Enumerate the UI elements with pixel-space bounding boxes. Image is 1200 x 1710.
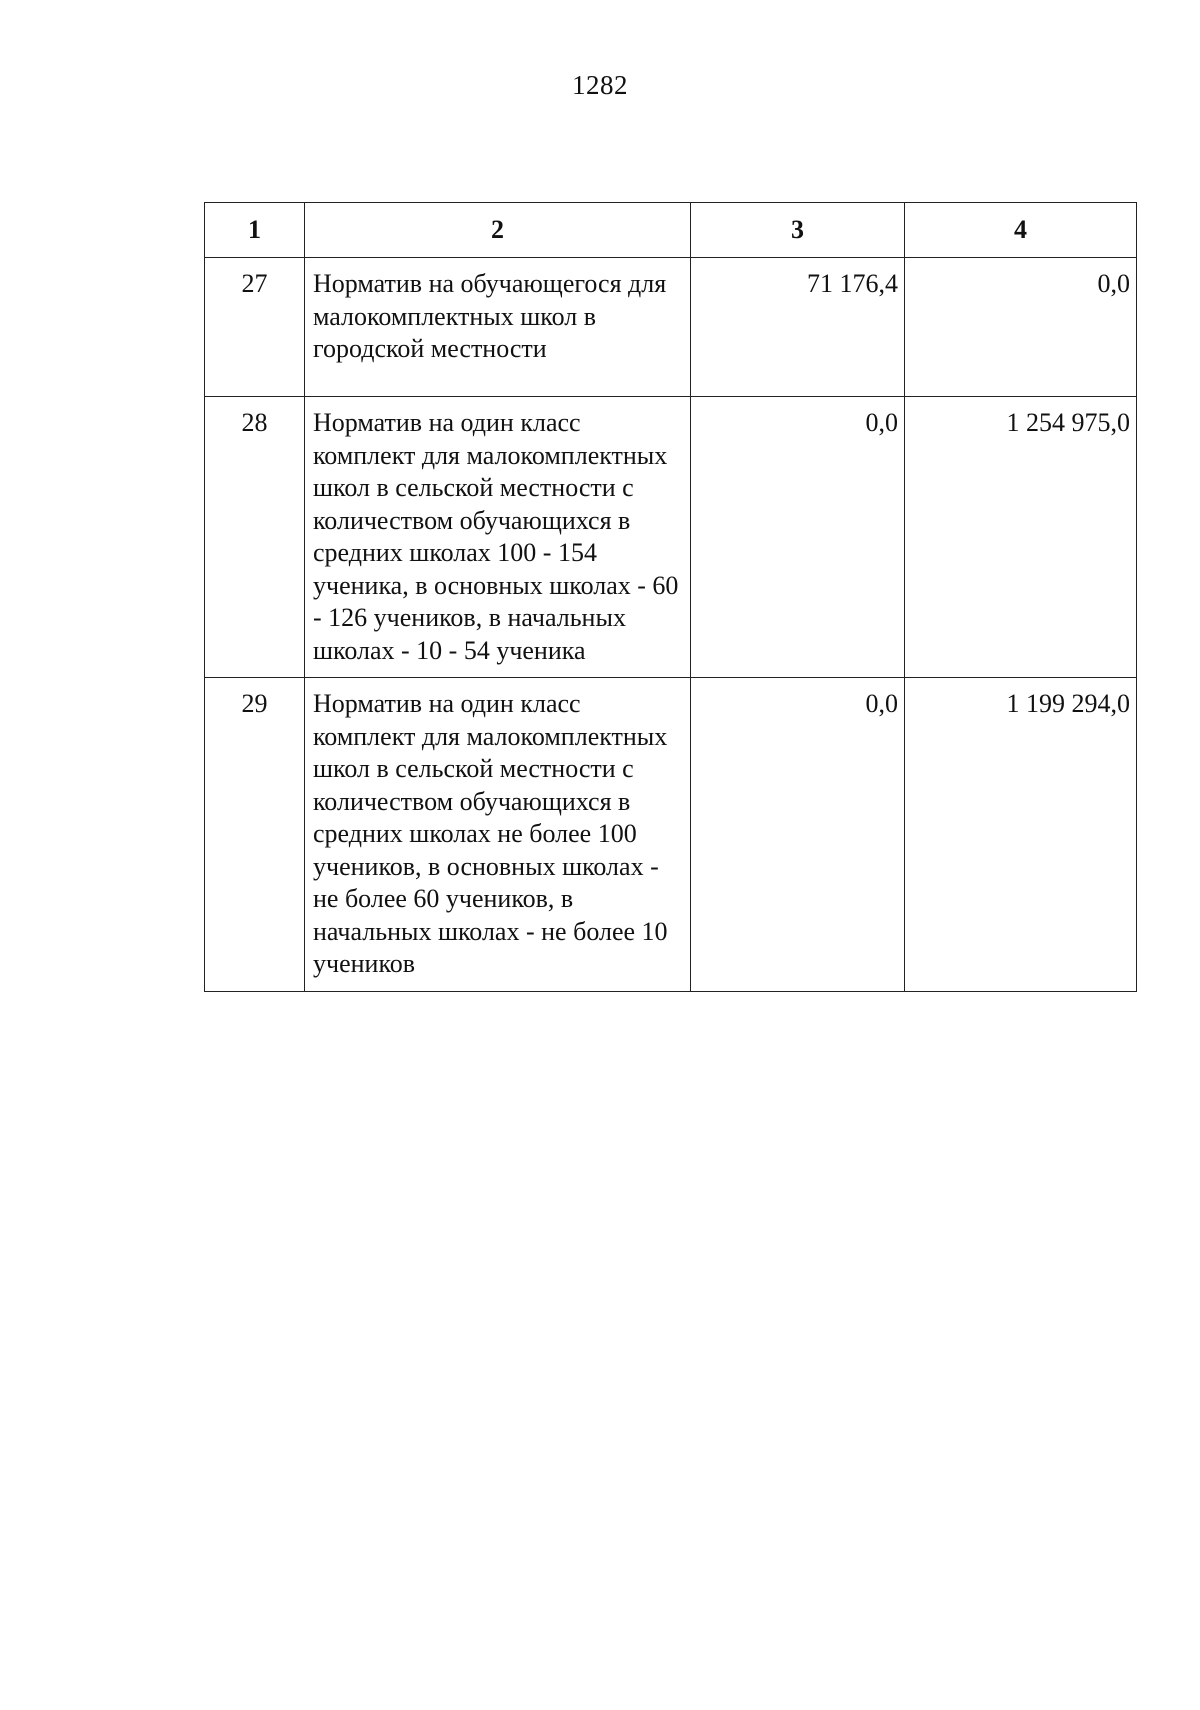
norms-table [204, 202, 1137, 992]
row-value-col4: 1 254 975,0 [905, 397, 1137, 678]
row-description: Норматив на один класс комплект для малокомплектных школ в сельской местности с количеством обучающихся в средних школах не более 100 учеников, в основных школах - не более 60 учеников, в начальных школах - не более 10 учеников [305, 678, 691, 992]
column-header: 3 [691, 203, 905, 258]
row-number: 28 [205, 397, 305, 678]
table-row [205, 397, 1137, 678]
table-row [205, 258, 1137, 397]
row-description: Норматив на обучающегося для малокомплектных школ в городской местности [305, 258, 691, 397]
row-value-col4: 1 199 294,0 [905, 678, 1137, 992]
table-header-row [205, 203, 1137, 258]
table-row [205, 678, 1137, 992]
column-header: 1 [205, 203, 305, 258]
column-header: 2 [305, 203, 691, 258]
row-value-col3: 0,0 [691, 397, 905, 678]
row-value-col3: 71 176,4 [691, 258, 905, 397]
column-header: 4 [905, 203, 1137, 258]
row-value-col3: 0,0 [691, 678, 905, 992]
row-description: Норматив на один класс комплект для малокомплектных школ в сельской местности с количеством обучающихся в средних школах 100 - 154 ученика, в основных школах - 60 - 126 учеников, в начальных школах - 10 - 54 ученика [305, 397, 691, 678]
row-value-col4: 0,0 [905, 258, 1137, 397]
row-number: 29 [205, 678, 305, 992]
page-number: 1282 [572, 70, 628, 100]
row-number: 27 [205, 258, 305, 397]
